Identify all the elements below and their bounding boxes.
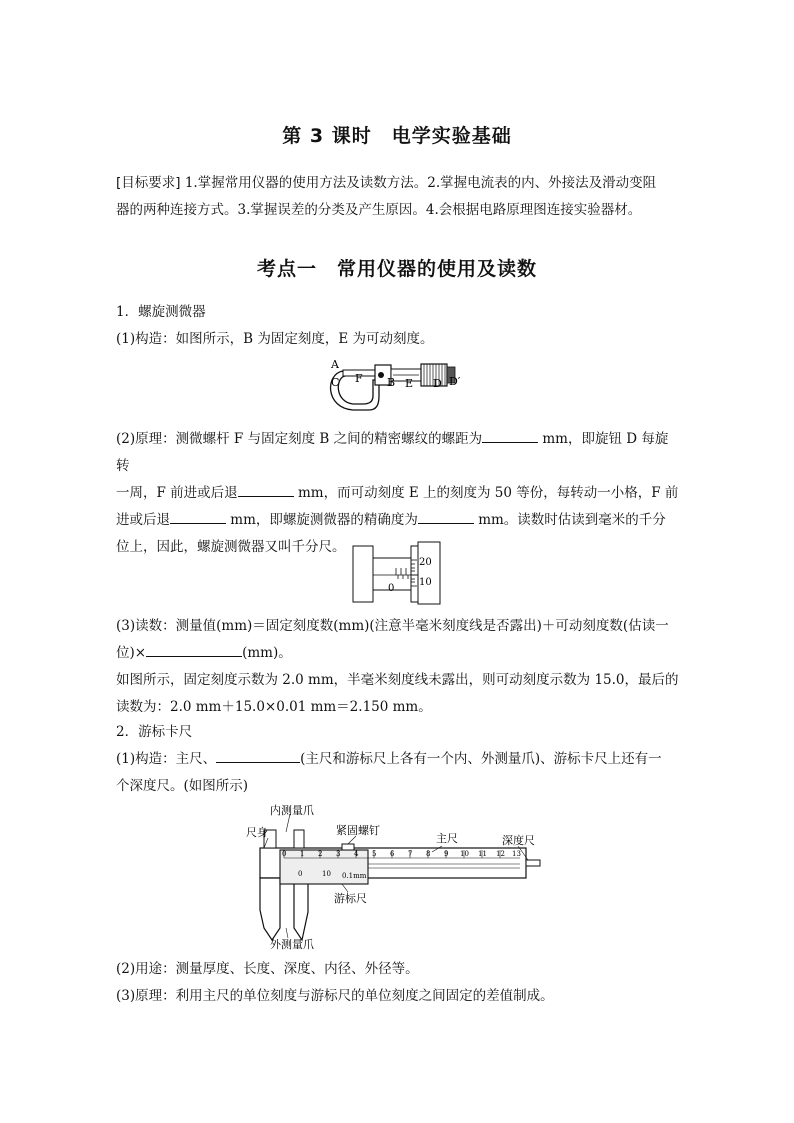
label-inner-jaw: 内测量爪 [270,804,314,817]
caliper-construction-b: (主尺和游标尺上各有一个内、外测量爪)、游标卡尺上还有一 [300,751,662,767]
scale-num-10: 10 [460,850,469,858]
reading-text-b: 位)× [116,645,147,661]
scale-num-0: 0 [282,850,287,858]
label-body: 尺身 [246,826,268,839]
reading-text-a: (3)读数：测量值(mm)＝固定刻度数(mm)(注意半毫米刻度线是否露出)＋可动刻度数(估读一 [116,618,669,634]
answer-blank[interactable] [418,509,474,524]
micrometer-heading-block [116,299,680,353]
scale-num-6: 6 [390,850,395,858]
reading-label-0: 0 [388,583,395,594]
micrometer-label-e: E [405,377,414,390]
scale-num-3: 3 [336,850,341,858]
micrometer-label-d: D [433,377,442,390]
reading-label-10: 10 [419,577,432,588]
caliper-construction-a: (1)构造：主尺、 [116,751,217,767]
scale-num-12: 12 [496,850,505,858]
answer-blank[interactable] [238,482,294,497]
micrometer-label-a: A [331,358,339,371]
example-text-a: 如图所示，固定刻度示数为 2.0 mm，半毫米刻度线未露出，则可动刻度示数为 15.0，最后的 [116,672,679,688]
objectives-tag: [目标要求] [116,175,181,191]
scale-num-8: 8 [426,850,431,858]
answer-blank[interactable] [482,428,538,443]
reading-label-20: 20 [419,557,432,568]
micrometer-reading-block [116,613,680,721]
caliper-usage-block [116,956,680,1010]
micrometer-reading-figure [352,540,444,606]
scale-num-9: 9 [444,850,449,858]
principle-text-f: mm，即螺旋测微器的精确度为 [230,512,418,528]
caliper-construction-c: 个深度尺。(如图所示) [116,778,249,794]
principle-text-c: 一周，F 前进或后退 [116,485,238,501]
caliper-figure [246,800,546,950]
caliper-usage: (2)用途：测量厚度、长度、深度、内径、外径等。 [116,961,419,977]
scale-num-5: 5 [372,850,377,858]
principle-text-a: (2)原理：测微螺杆 F 与固定刻度 B 之间的精密螺纹的螺距为 [116,431,483,447]
micrometer-label-b: B [387,376,396,389]
scale-num-7: 7 [408,850,413,858]
lesson-title: 第 3 课时 电学实验基础 [282,125,512,147]
caliper-principle: (3)原理：利用主尺的单位刻度与游标尺的单位刻度之间固定的差值制成。 [116,988,554,1004]
example-text-b: 读数为：2.0 mm＋15.0×0.01 mm＝2.150 mm。 [116,699,432,715]
micrometer-figure [325,356,470,414]
vernier-precision: 0.1mm [342,872,367,880]
micrometer-heading: 1．螺旋测微器 [116,304,206,320]
label-outer-jaw: 外测量爪 [270,938,314,950]
principle-text-g: mm。读数时估读到毫米的千分 [478,512,666,528]
vernier-mark-0: 0 [298,870,303,878]
objectives-block [116,170,680,224]
vernier-mark-10: 10 [322,870,331,878]
micrometer-label-f: F [355,372,363,385]
label-depth: 深度尺 [502,834,535,847]
principle-text-h: 位上，因此，螺旋测微器又叫千分尺。 [116,539,346,555]
scale-num-13: 13 [512,850,521,858]
scale-num-1: 1 [300,850,305,858]
answer-blank[interactable] [146,642,242,657]
micrometer-construction: (1)构造：如图所示，B 为固定刻度，E 为可动刻度。 [116,331,434,347]
principle-text-b: mm，即旋钮 D 每旋转 [116,431,669,474]
micrometer-label-c: C [331,376,340,389]
micrometer-label-d-prime: D′ [449,375,461,388]
answer-blank[interactable] [216,748,300,763]
scale-num-4: 4 [354,850,359,858]
caliper-block [116,719,680,800]
objectives-text-2: 器的两种连接方式。3.掌握误差的分类及产生原因。4.会根据电路原理图连接实验器材。 [116,202,642,218]
reading-text-c: (mm)。 [242,645,292,661]
scale-num-11: 11 [478,850,487,858]
section-title: 考点一 常用仪器的使用及读数 [256,258,537,280]
scale-num-2: 2 [318,850,323,858]
objectives-text-1: 1.掌握常用仪器的使用方法及读数方法。2.掌握电流表的内、外接法及滑动变阻 [184,175,657,191]
label-main-scale: 主尺 [436,832,458,845]
caliper-heading: 2．游标卡尺 [116,724,193,740]
answer-blank[interactable] [170,509,226,524]
label-screw: 紧固螺钉 [336,824,380,837]
label-vernier: 游标尺 [334,892,367,905]
principle-text-e: 进或后退 [116,512,170,528]
principle-text-d: mm，而可动刻度 E 上的刻度为 50 等份，每转动一小格，F 前 [297,485,679,501]
